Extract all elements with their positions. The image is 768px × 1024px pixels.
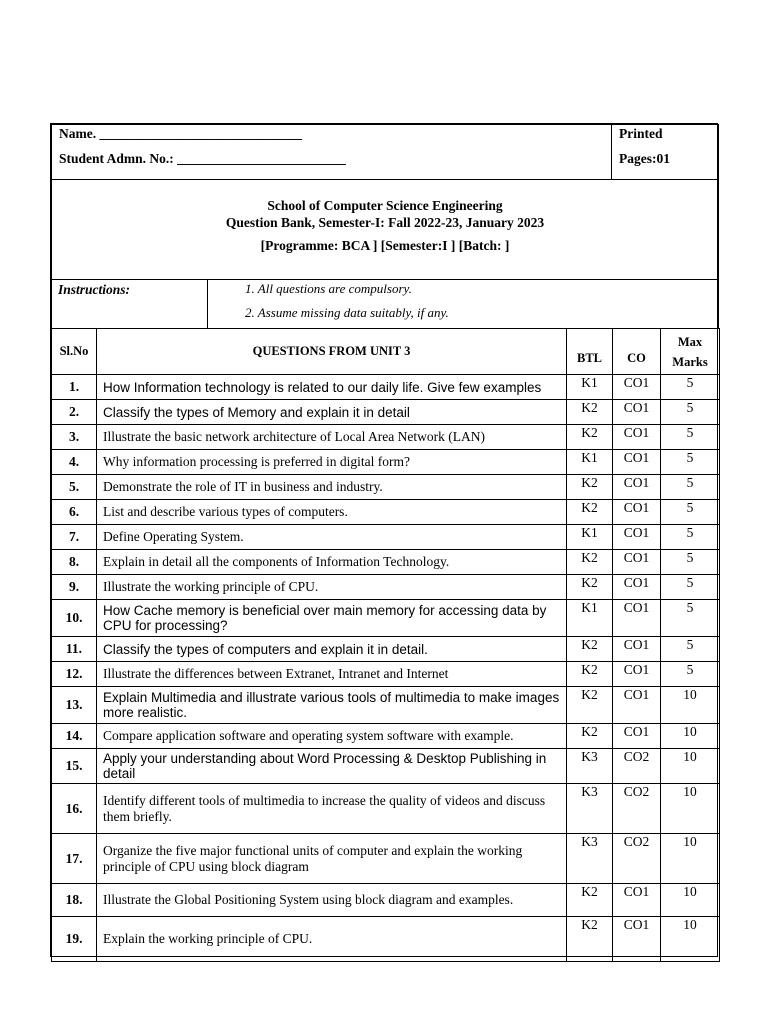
btl-level: K2 xyxy=(567,884,613,917)
btl-level: K1 xyxy=(567,450,613,475)
header-questions: QUESTIONS FROM UNIT 3 xyxy=(97,329,567,375)
btl-level: K2 xyxy=(567,475,613,500)
course-outcome: CO1 xyxy=(613,884,661,917)
btl-level: K2 xyxy=(567,687,613,724)
question-text: Classify the types of Memory and explain it in detail xyxy=(97,400,567,425)
question-number: 4. xyxy=(52,450,97,475)
header-max: Max xyxy=(677,334,703,349)
max-marks: 5 xyxy=(661,400,720,425)
question-text: Apply your understanding about Word Processing & Desktop Publishing in detail xyxy=(97,749,567,784)
question-number: 14. xyxy=(52,724,97,749)
question-number: 10. xyxy=(52,600,97,637)
course-outcome: CO1 xyxy=(613,637,661,662)
question-text: Classify the types of computers and explain it in detail. xyxy=(97,637,567,662)
max-marks: 5 xyxy=(661,375,720,400)
max-marks: 10 xyxy=(661,784,720,834)
btl-level: K1 xyxy=(567,525,613,550)
max-marks: 5 xyxy=(661,662,720,687)
question-text: How Information technology is related to our daily life. Give few examples xyxy=(97,375,567,400)
btl-level: K2 xyxy=(567,637,613,662)
course-outcome: CO2 xyxy=(613,834,661,884)
question-text: Illustrate the working principle of CPU. xyxy=(97,575,567,600)
question-text: List and describe various types of computers. xyxy=(97,500,567,525)
question-number: 11. xyxy=(52,637,97,662)
max-marks: 10 xyxy=(661,687,720,724)
questions-table xyxy=(51,328,720,962)
table-header-row xyxy=(52,329,720,375)
max-marks: 5 xyxy=(661,500,720,525)
pages-count: Pages:01 xyxy=(619,151,670,166)
question-text: Identify different tools of multimedia to increase the quality of videos and discuss them briefly. xyxy=(97,784,567,834)
max-marks: 5 xyxy=(661,600,720,637)
course-outcome: CO1 xyxy=(613,450,661,475)
question-number: 5. xyxy=(52,475,97,500)
question-number: 6. xyxy=(52,500,97,525)
question-text: Compare application software and operating system software with example. xyxy=(97,724,567,749)
question-text: Explain the working principle of CPU. xyxy=(97,917,567,962)
course-outcome: CO1 xyxy=(613,425,661,450)
max-marks: 5 xyxy=(661,450,720,475)
table-row xyxy=(52,450,720,475)
question-text: Illustrate the basic network architecture of Local Area Network (LAN) xyxy=(97,425,567,450)
question-text: How Cache memory is beneficial over main memory for accessing data by CPU for processing? xyxy=(97,600,567,637)
question-number: 2. xyxy=(52,400,97,425)
course-outcome: CO1 xyxy=(613,525,661,550)
question-bank-sheet xyxy=(50,123,718,957)
max-marks: 5 xyxy=(661,425,720,450)
course-outcome: CO1 xyxy=(613,662,661,687)
instruction-item: 2. Assume missing data suitably, if any. xyxy=(245,305,449,320)
question-text: Illustrate the differences between Extranet, Intranet and Internet xyxy=(97,662,567,687)
max-marks: 10 xyxy=(661,724,720,749)
question-text: Explain in detail all the components of Information Technology. xyxy=(97,550,567,575)
question-number: 15. xyxy=(52,749,97,784)
question-text: Define Operating System. xyxy=(97,525,567,550)
course-outcome: CO2 xyxy=(613,749,661,784)
header-marks: Marks xyxy=(672,354,708,369)
btl-level: K1 xyxy=(567,375,613,400)
table-row xyxy=(52,525,720,550)
btl-level: K2 xyxy=(567,500,613,525)
max-marks: 5 xyxy=(661,637,720,662)
question-number: 1. xyxy=(52,375,97,400)
table-row xyxy=(52,834,720,884)
school-name: School of Computer Science Engineering xyxy=(267,198,503,213)
max-marks: 5 xyxy=(661,525,720,550)
course-outcome: CO1 xyxy=(613,687,661,724)
table-row xyxy=(52,550,720,575)
table-row xyxy=(52,662,720,687)
table-row xyxy=(52,724,720,749)
student-info-box xyxy=(51,124,612,180)
course-outcome: CO1 xyxy=(613,550,661,575)
question-number: 12. xyxy=(52,662,97,687)
question-number: 16. xyxy=(52,784,97,834)
course-outcome: CO1 xyxy=(613,500,661,525)
question-text: Explain Multimedia and illustrate various tools of multimedia to make images more realistic. xyxy=(97,687,567,724)
table-row xyxy=(52,600,720,637)
header-co: CO xyxy=(613,329,661,375)
btl-level: K3 xyxy=(567,834,613,884)
table-row xyxy=(52,500,720,525)
table-row xyxy=(52,749,720,784)
course-outcome: CO1 xyxy=(613,724,661,749)
max-marks: 10 xyxy=(661,834,720,884)
header-max-marks xyxy=(661,329,720,375)
table-row xyxy=(52,575,720,600)
title-block xyxy=(51,179,719,280)
question-text: Demonstrate the role of IT in business and industry. xyxy=(97,475,567,500)
course-outcome: CO1 xyxy=(613,375,661,400)
question-number: 8. xyxy=(52,550,97,575)
course-outcome: CO2 xyxy=(613,784,661,834)
instructions-label-cell xyxy=(51,279,208,329)
table-row xyxy=(52,475,720,500)
btl-level: K3 xyxy=(567,749,613,784)
printed-label: Printed xyxy=(619,126,663,141)
instructions-list xyxy=(207,279,719,329)
question-number: 19. xyxy=(52,917,97,962)
question-number: 18. xyxy=(52,884,97,917)
question-number: 9. xyxy=(52,575,97,600)
max-marks: 10 xyxy=(661,884,720,917)
table-row xyxy=(52,637,720,662)
table-row xyxy=(52,917,720,962)
btl-level: K2 xyxy=(567,425,613,450)
course-outcome: CO1 xyxy=(613,575,661,600)
question-number: 17. xyxy=(52,834,97,884)
table-row xyxy=(52,687,720,724)
name-field: Name. ______________________________ xyxy=(59,126,302,141)
admission-number-field: Student Admn. No.: _________________________ xyxy=(59,151,346,166)
btl-level: K1 xyxy=(567,600,613,637)
instruction-item: 1. All questions are compulsory. xyxy=(245,281,412,296)
btl-level: K2 xyxy=(567,575,613,600)
instructions-label: Instructions: xyxy=(58,282,131,297)
table-row xyxy=(52,784,720,834)
btl-level: K2 xyxy=(567,724,613,749)
question-text: Organize the five major functional units of computer and explain the working principle of CPU using block diagram xyxy=(97,834,567,884)
max-marks: 10 xyxy=(661,749,720,784)
course-outcome: CO1 xyxy=(613,475,661,500)
course-outcome: CO1 xyxy=(613,600,661,637)
btl-level: K2 xyxy=(567,662,613,687)
question-number: 3. xyxy=(52,425,97,450)
pages-info-box xyxy=(611,124,719,180)
header-sl-no: Sl.No xyxy=(52,329,97,375)
max-marks: 5 xyxy=(661,550,720,575)
max-marks: 5 xyxy=(661,575,720,600)
exam-title: Question Bank, Semester-I: Fall 2022-23, January 2023 xyxy=(225,215,545,230)
max-marks: 5 xyxy=(661,475,720,500)
btl-level: K3 xyxy=(567,784,613,834)
question-text: Illustrate the Global Positioning System using block diagram and examples. xyxy=(97,884,567,917)
question-number: 13. xyxy=(52,687,97,724)
table-row xyxy=(52,884,720,917)
table-row xyxy=(52,375,720,400)
question-text: Why information processing is preferred in digital form? xyxy=(97,450,567,475)
course-outcome: CO1 xyxy=(613,400,661,425)
programme-line: [Programme: BCA ] [Semester:I ] [Batch: ] xyxy=(260,238,510,253)
course-outcome: CO1 xyxy=(613,917,661,962)
header-btl: BTL xyxy=(567,329,613,375)
btl-level: K2 xyxy=(567,550,613,575)
question-number: 7. xyxy=(52,525,97,550)
max-marks: 10 xyxy=(661,917,720,962)
btl-level: K2 xyxy=(567,917,613,962)
table-row xyxy=(52,400,720,425)
btl-level: K2 xyxy=(567,400,613,425)
table-row xyxy=(52,425,720,450)
